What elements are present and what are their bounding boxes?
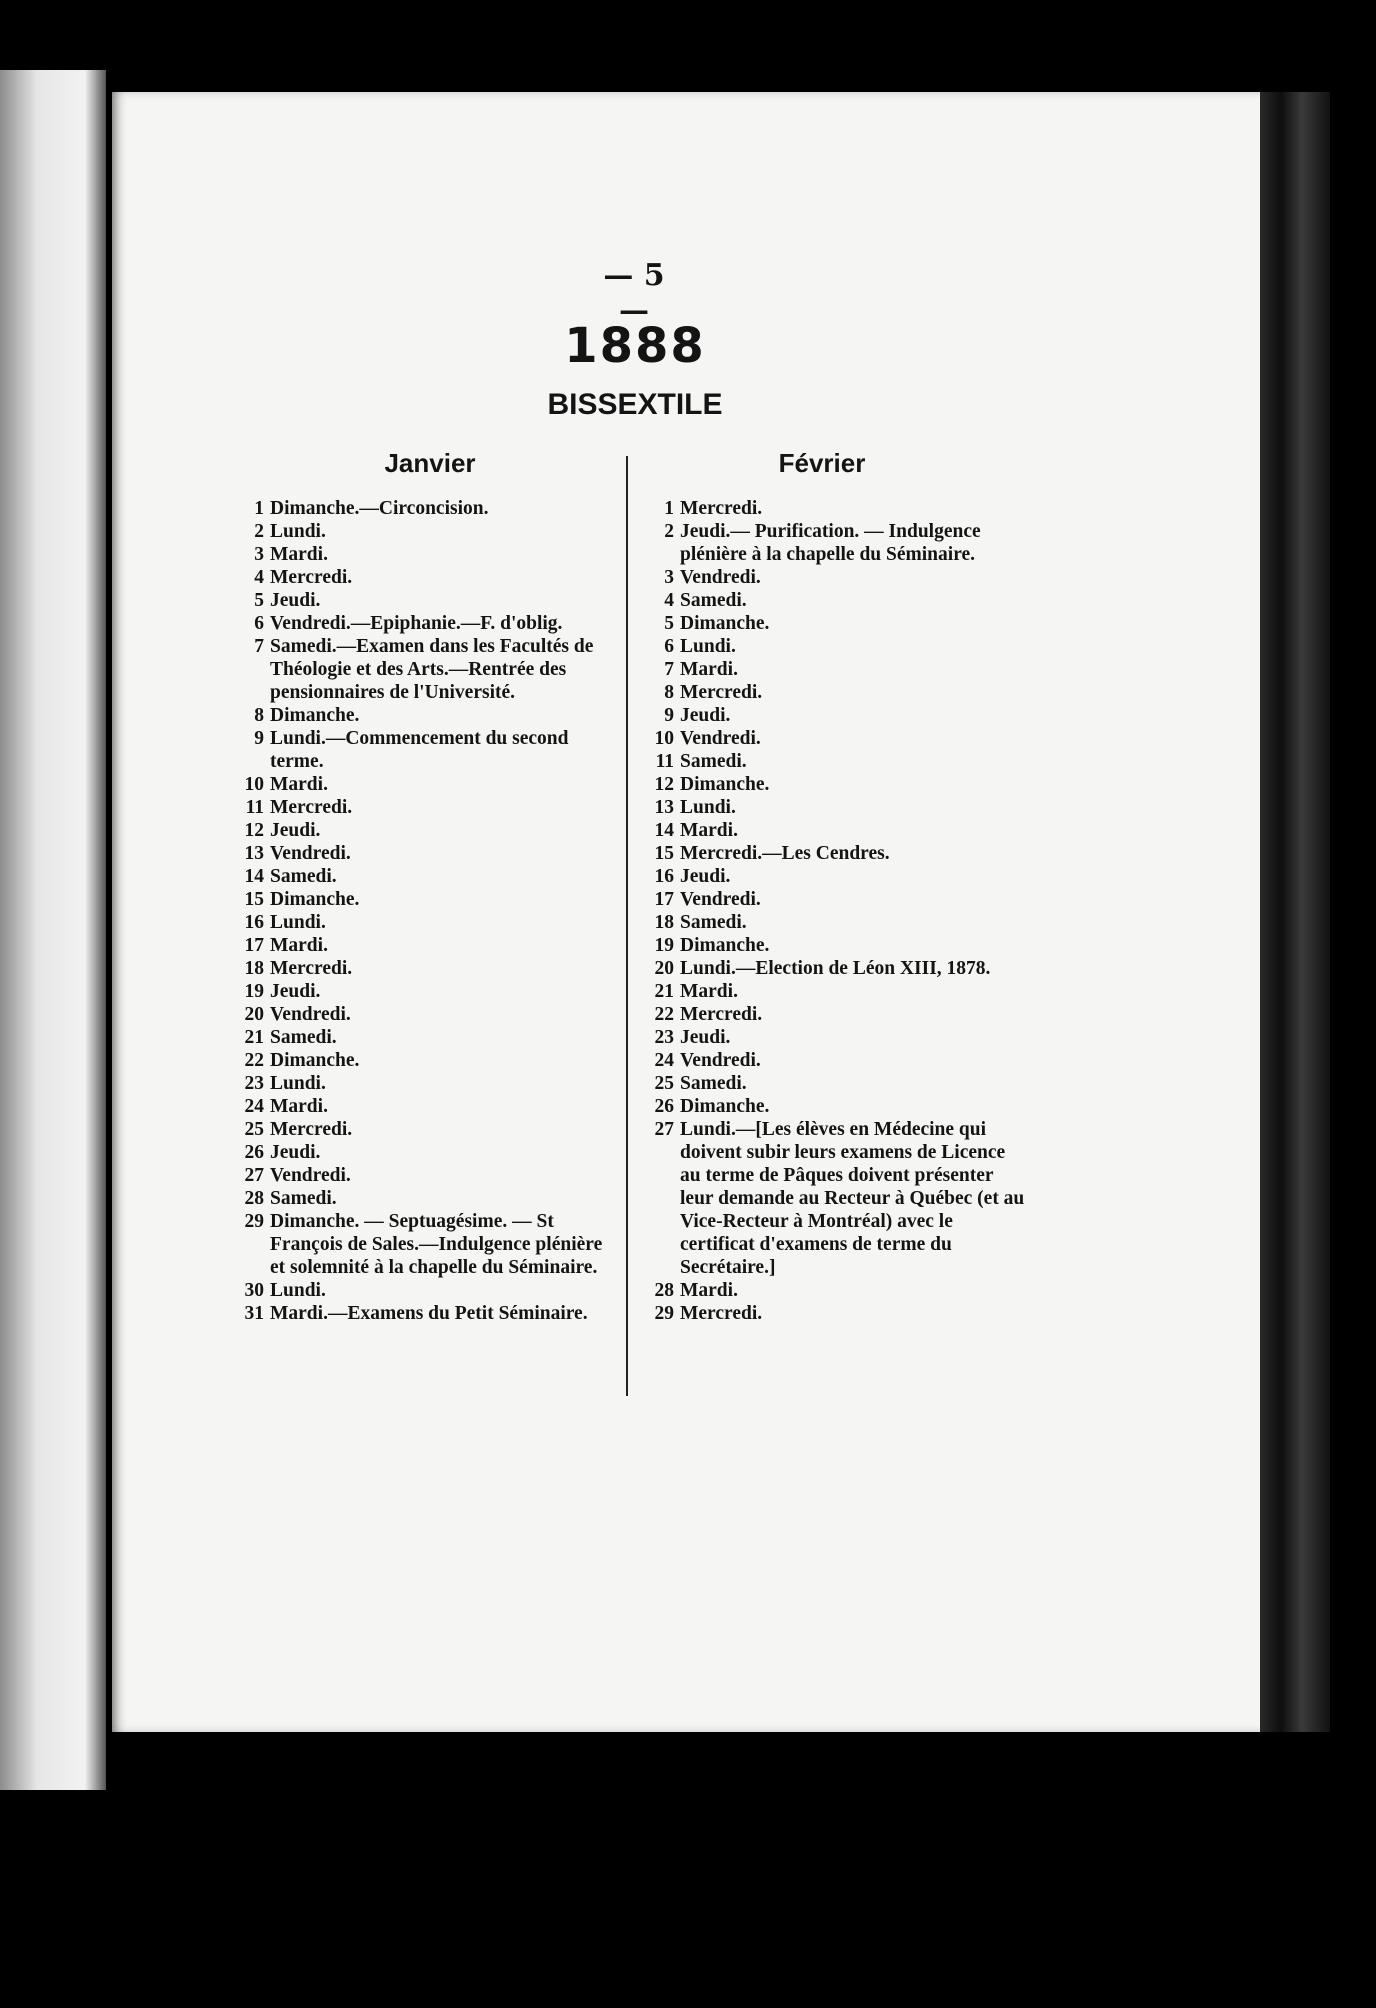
previous-page-edge	[0, 70, 106, 1790]
day-number: 13	[654, 797, 674, 818]
day-text: Lundi.	[680, 797, 736, 818]
day-number: 16	[244, 912, 264, 933]
day-text: Dimanche.	[680, 935, 770, 956]
day-text: Samedi.	[270, 866, 337, 887]
day-text: Samedi.	[680, 1073, 747, 1094]
calendar-entry	[632, 727, 1030, 750]
day-text: Mercredi.	[680, 1004, 763, 1025]
day-text: Lundi.	[270, 521, 326, 542]
day-number: 7	[664, 659, 674, 680]
day-number: 21	[244, 1027, 264, 1048]
day-number: 7	[254, 636, 264, 657]
calendar-entry	[632, 842, 1030, 865]
calendar-entry	[222, 1279, 620, 1302]
day-number: 18	[244, 958, 264, 979]
calendar-entry	[222, 1302, 620, 1325]
day-text: Vendredi.	[270, 1165, 351, 1186]
day-text: Lundi.	[270, 912, 326, 933]
calendar-entry	[632, 589, 1030, 612]
day-text: Samedi.—Examen dans les Facultés de Théologie et des Arts.—Rentrée des pensionnaires de l'Université.	[270, 636, 594, 703]
day-number: 20	[244, 1004, 264, 1025]
calendar-entry	[632, 1026, 1030, 1049]
calendar-entry	[222, 497, 620, 520]
day-text: Vendredi.	[680, 889, 761, 910]
day-text: Jeudi.	[270, 590, 321, 611]
calendar-entry	[222, 612, 620, 635]
day-text: Lundi.	[270, 1280, 326, 1301]
column-divider	[626, 456, 628, 1396]
calendar-entry	[632, 796, 1030, 819]
calendar-entry	[222, 704, 620, 727]
day-number: 14	[654, 820, 674, 841]
day-text: Lundi.—Commencement du second terme.	[270, 728, 569, 772]
day-text: Jeudi.	[270, 981, 321, 1002]
calendar-entry	[632, 865, 1030, 888]
day-text: Mardi.	[680, 981, 738, 1002]
day-number: 8	[664, 682, 674, 703]
day-number: 12	[244, 820, 264, 841]
calendar-entry	[632, 957, 1030, 980]
day-number: 12	[654, 774, 674, 795]
day-text: Samedi.	[270, 1027, 337, 1048]
day-number: 11	[655, 751, 674, 772]
day-number: 28	[244, 1188, 264, 1209]
day-text: Mardi.—Examens du Petit Séminaire.	[270, 1303, 588, 1324]
day-text: Jeudi.— Purification. — Indulgence plénière à la chapelle du Séminaire.	[680, 521, 981, 565]
year-heading: 1888	[564, 318, 706, 374]
calendar-entry	[632, 750, 1030, 773]
calendar-entry	[222, 773, 620, 796]
day-text: Vendredi.	[270, 1004, 351, 1025]
day-text: Dimanche.	[680, 1096, 770, 1117]
day-number: 9	[254, 728, 264, 749]
day-text: Jeudi.	[680, 1027, 731, 1048]
calendar-entry	[222, 865, 620, 888]
calendar-entry	[222, 842, 620, 865]
day-number: 11	[245, 797, 264, 818]
day-text: Jeudi.	[680, 705, 731, 726]
day-text: Dimanche. — Septuagésime. — St François de Sales.—Indulgence plénière et solemnité à la chapelle du Séminaire.	[270, 1211, 603, 1278]
calendar-entry	[222, 1164, 620, 1187]
day-number: 1	[254, 498, 264, 519]
month-title-janvier: Janvier	[384, 448, 476, 478]
day-number: 22	[654, 1004, 674, 1025]
calendar-entry	[632, 1279, 1030, 1302]
calendar-entry	[222, 1118, 620, 1141]
day-text: Mardi.	[680, 659, 738, 680]
calendar-entry	[222, 1003, 620, 1026]
day-number: 29	[654, 1303, 674, 1324]
day-text: Mardi.	[680, 820, 738, 841]
day-text: Mercredi.	[270, 958, 353, 979]
day-number: 15	[244, 889, 264, 910]
day-text: Jeudi.	[270, 1142, 321, 1163]
day-text: Vendredi.	[680, 567, 761, 588]
day-text: Vendredi.	[680, 1050, 761, 1071]
day-text: Mercredi.	[680, 498, 763, 519]
calendar-entry	[222, 1026, 620, 1049]
day-number: 31	[244, 1303, 264, 1324]
calendar-entry	[632, 1302, 1030, 1325]
day-number: 25	[654, 1073, 674, 1094]
day-number: 2	[254, 521, 264, 542]
day-number: 5	[254, 590, 264, 611]
calendar-entry	[222, 1141, 620, 1164]
calendar-entry	[222, 980, 620, 1003]
calendar-entry	[632, 520, 1030, 566]
calendar-entry	[632, 980, 1030, 1003]
day-number: 15	[654, 843, 674, 864]
day-number: 3	[254, 544, 264, 565]
day-number: 5	[664, 613, 674, 634]
day-number: 20	[654, 958, 674, 979]
day-text: Samedi.	[680, 751, 747, 772]
calendar-entry	[222, 957, 620, 980]
day-text: Vendredi.	[270, 843, 351, 864]
leap-year-subtitle: BISSEXTILE	[547, 388, 723, 421]
day-number: 28	[654, 1280, 674, 1301]
day-number: 26	[244, 1142, 264, 1163]
day-text: Jeudi.	[270, 820, 321, 841]
calendar-entry	[222, 1095, 620, 1118]
fevrier-column	[632, 497, 1030, 1325]
calendar-entry	[632, 635, 1030, 658]
day-number: 27	[654, 1119, 674, 1140]
day-number: 10	[654, 728, 674, 749]
day-number: 24	[244, 1096, 264, 1117]
book-spine-shadow	[1260, 92, 1330, 1732]
calendar-entry	[632, 566, 1030, 589]
day-text: Mardi.	[270, 544, 328, 565]
day-text: Lundi.	[680, 636, 736, 657]
day-text: Mercredi.	[270, 567, 353, 588]
day-number: 25	[244, 1119, 264, 1140]
day-number: 26	[654, 1096, 674, 1117]
day-number: 16	[654, 866, 674, 887]
day-number: 4	[254, 567, 264, 588]
day-number: 24	[654, 1050, 674, 1071]
calendar-entry	[222, 543, 620, 566]
calendar-entry	[632, 1095, 1030, 1118]
day-text: Mardi.	[270, 1096, 328, 1117]
day-number: 17	[654, 889, 674, 910]
day-number: 29	[244, 1211, 264, 1232]
calendar-entry	[632, 773, 1030, 796]
calendar-entry	[222, 934, 620, 957]
day-text: Dimanche.	[270, 889, 360, 910]
day-number: 10	[244, 774, 264, 795]
day-text: Lundi.—Election de Léon XIII, 1878.	[680, 958, 991, 979]
month-title-fevrier: Février	[778, 448, 866, 478]
calendar-entry	[222, 589, 620, 612]
calendar-entry	[632, 612, 1030, 635]
calendar-entry	[632, 497, 1030, 520]
calendar-entry	[222, 796, 620, 819]
day-number: 17	[244, 935, 264, 956]
calendar-entry	[222, 1049, 620, 1072]
calendar-entry	[222, 819, 620, 842]
day-text: Lundi.—[Les élèves en Médecine qui doivent subir leurs examens de Licence au terme de Pâques doivent présenter leur demande au Recteur à Québec (et au Vice-Recteur à Montréal) avec le certificat d'examens de terme du Secrétaire.]	[680, 1119, 1025, 1278]
day-text: Mercredi.	[680, 1303, 763, 1324]
day-text: Samedi.	[680, 590, 747, 611]
calendar-entry	[632, 934, 1030, 957]
day-text: Samedi.	[270, 1188, 337, 1209]
day-number: 23	[654, 1027, 674, 1048]
day-number: 27	[244, 1165, 264, 1186]
calendar-entry	[222, 727, 620, 773]
day-number: 22	[244, 1050, 264, 1071]
calendar-entry	[632, 1049, 1030, 1072]
day-text: Dimanche.	[270, 705, 360, 726]
calendar-entry	[222, 1187, 620, 1210]
day-number: 2	[664, 521, 674, 542]
day-text: Mercredi.	[680, 682, 763, 703]
day-number: 6	[664, 636, 674, 657]
day-text: Vendredi.—Epiphanie.—F. d'oblig.	[270, 613, 563, 634]
calendar-entry	[632, 658, 1030, 681]
day-number: 9	[664, 705, 674, 726]
calendar-entry	[222, 1210, 620, 1279]
calendar-entry	[632, 888, 1030, 911]
day-text: Vendredi.	[680, 728, 761, 749]
calendar-entry	[632, 681, 1030, 704]
day-text: Mercredi.	[270, 1119, 353, 1140]
day-number: 30	[244, 1280, 264, 1301]
day-text: Jeudi.	[680, 866, 731, 887]
day-number: 6	[254, 613, 264, 634]
day-text: Lundi.	[270, 1073, 326, 1094]
calendar-entry	[222, 635, 620, 704]
calendar-entry	[222, 911, 620, 934]
day-number: 8	[254, 705, 264, 726]
day-number: 13	[244, 843, 264, 864]
day-number: 23	[244, 1073, 264, 1094]
day-number: 14	[244, 866, 264, 887]
day-text: Dimanche.—Circoncision.	[270, 498, 489, 519]
calendar-entry	[632, 704, 1030, 727]
calendar-entry	[222, 520, 620, 543]
day-number: 4	[664, 590, 674, 611]
calendar-entry	[632, 1003, 1030, 1026]
calendar-entry	[632, 1072, 1030, 1095]
day-number: 21	[654, 981, 674, 1002]
calendar-entry	[222, 566, 620, 589]
day-text: Mardi.	[270, 774, 328, 795]
calendar-entry	[632, 1118, 1030, 1279]
day-text: Mercredi.—Les Cendres.	[680, 843, 890, 864]
day-number: 3	[664, 567, 674, 588]
day-number: 19	[654, 935, 674, 956]
day-text: Dimanche.	[270, 1050, 360, 1071]
janvier-column	[222, 497, 620, 1325]
page-number: — 5 —	[603, 258, 665, 328]
day-text: Dimanche.	[680, 774, 770, 795]
day-text: Dimanche.	[680, 613, 770, 634]
day-number: 18	[654, 912, 674, 933]
day-text: Mardi.	[680, 1280, 738, 1301]
day-text: Mercredi.	[270, 797, 353, 818]
day-number: 1	[664, 498, 674, 519]
calendar-entry	[632, 819, 1030, 842]
day-text: Mardi.	[270, 935, 328, 956]
day-number: 19	[244, 981, 264, 1002]
calendar-entry	[222, 1072, 620, 1095]
calendar-entry	[222, 888, 620, 911]
day-text: Samedi.	[680, 912, 747, 933]
calendar-entry	[632, 911, 1030, 934]
